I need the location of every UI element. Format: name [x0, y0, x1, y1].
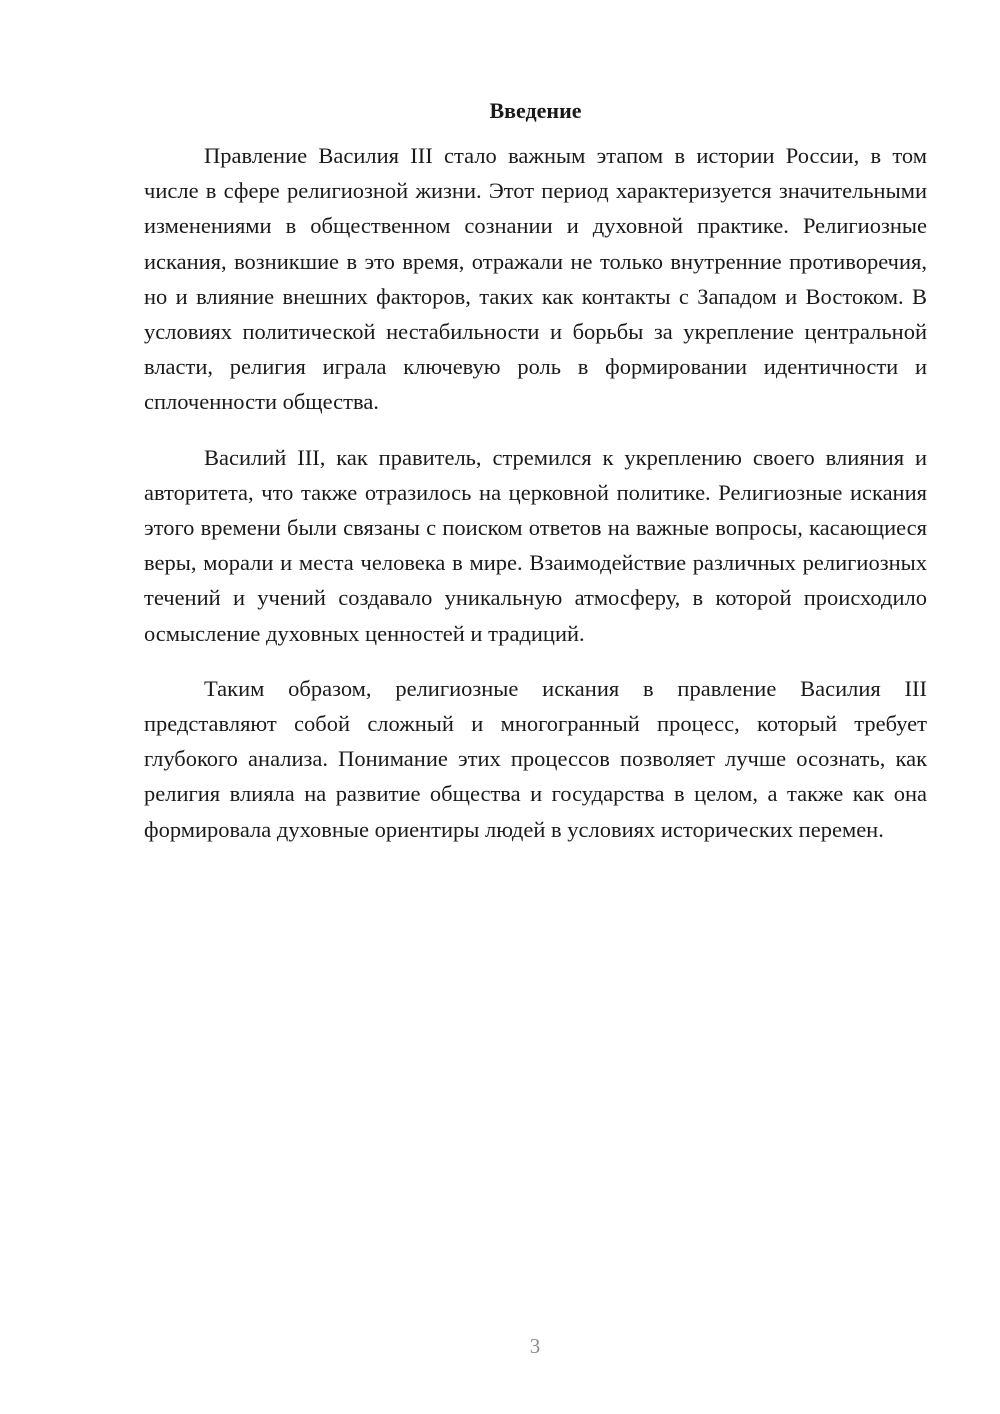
page-content	[144, 96, 927, 867]
section-heading: Введение	[489, 98, 582, 123]
paragraph-2: Василий III, как правитель, стремился к укреплению своего влияния и авторитета, что также отразилось на церковной политике. Религиозные искания этого времени были связаны с поиском ответов на важные вопросы, касающиеся веры, морали и места человека в мире. Взаимодействие различных религиозных течений и учений создавало уникальную атмосферу, в которой происходило осмысление духовных ценностей и традиций.	[144, 444, 927, 646]
paragraph-1: Правление Василия III стало важным этапом в истории России, в том числе в сфере религиозной жизни. Этот период характеризуется значительными изменениями в общественном сознании и духовной практике. Религиозные искания, возникшие в это время, отражали не только внутренние противоречия, но и влияние внешних факторов, таких как контакты с Западом и Востоком. В условиях политической нестабильности и борьбы за укрепление центральной власти, религия играла ключевую роль в формировании идентичности и сплоченности общества.	[144, 143, 927, 415]
paragraph-3: Таким образом, религиозные искания в правление Василия III представляют собой сложный и многогранный процесс, который требует глубокого анализа. Понимание этих процессов позволяет лучше осознать, как религия влияла на развитие общества и государства в целом, а также как она формировала духовные ориентиры людей в условиях исторических перемен.	[144, 675, 927, 842]
page-number: 3	[529, 1334, 541, 1358]
